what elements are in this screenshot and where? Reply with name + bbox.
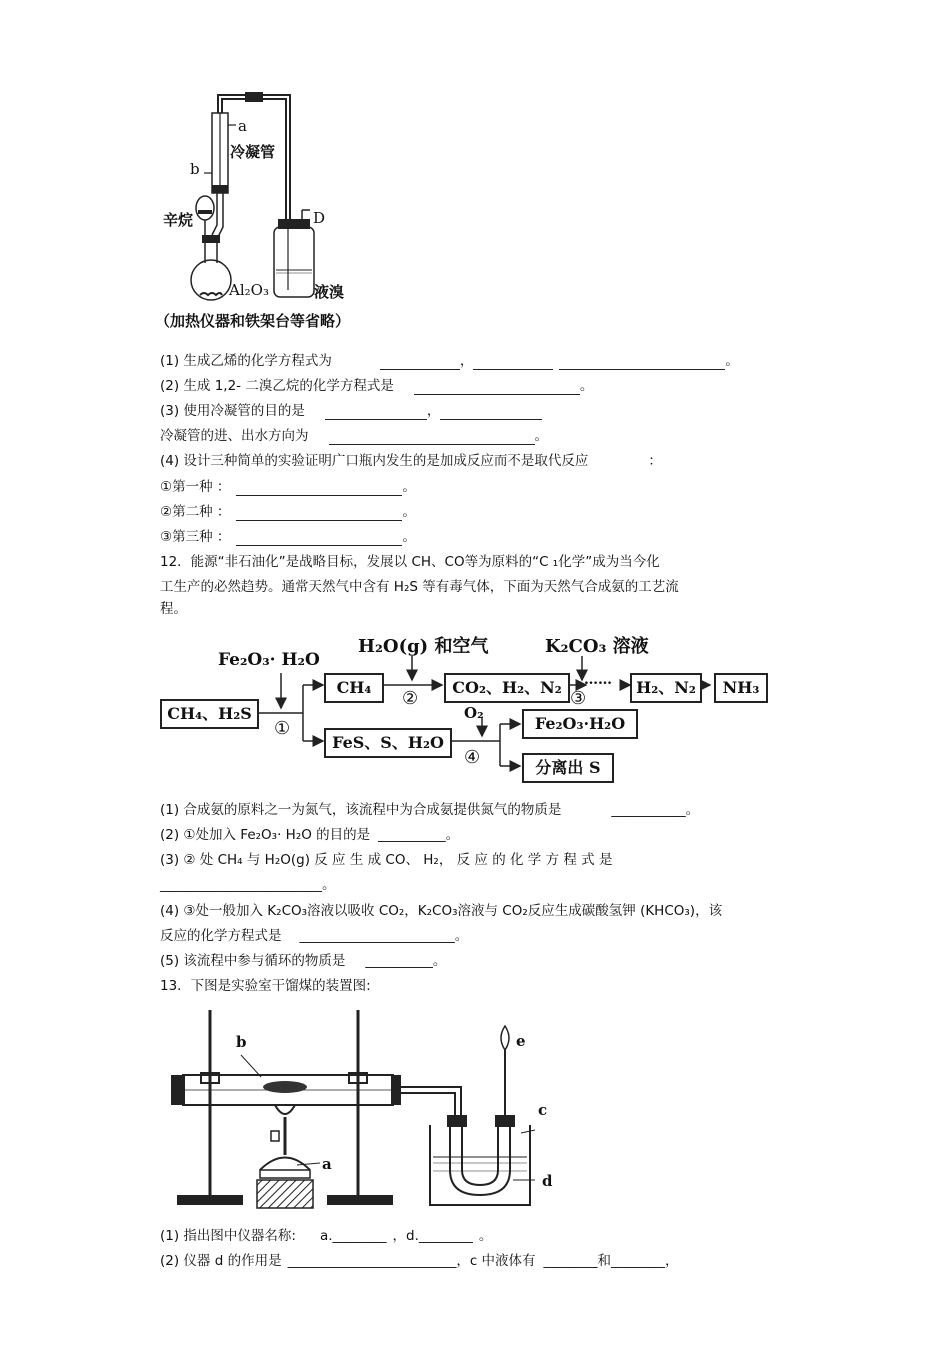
q11-method3: ③第三种 ： 。 — [160, 529, 416, 545]
label-d-beaker: d — [542, 1172, 553, 1190]
q11-part3b: 冷凝管的进、出水方向为 。 — [160, 428, 548, 444]
q12-intro-1: 12．能源“非石油化”是战略目标，发展以 CH、CO等为原料的“C ₁化学”成为当今化 — [160, 554, 660, 570]
q12-a1: (1) 合成氨的原料之一为氮气，该流程中为合成氨提供氮气的物质是 ___________。 — [160, 802, 700, 818]
q11-part2: (2) 生成 1,2- 二溴乙烷的化学方程式是 。 — [160, 378, 594, 394]
label-condenser: 冷凝管 — [230, 143, 276, 161]
q12-a5: (5) 该流程中参与循环的物质是 __________。 — [160, 953, 447, 969]
box-ch4-h2s: CH₄、H₂S — [160, 699, 259, 729]
figure-caption: （加热仪器和铁架台等省略） — [155, 312, 351, 330]
label-b: b — [190, 160, 200, 178]
q12-a4: (4) ③处一般加入 K₂CO₃溶液以吸收 CO₂，K₂CO₃溶液与 CO₂反应生成碳酸氢钾 (KHCO₃)，该 — [160, 903, 723, 919]
step-1: ① — [274, 718, 291, 739]
box-nh3: NH₃ — [714, 673, 768, 703]
dots: …… — [584, 672, 612, 688]
box-fe2o3-out: Fe₂O₃·H₂O — [522, 709, 638, 739]
q12-a4b: 反应的化学方程式是 _______________________。 — [160, 928, 469, 944]
bromination-apparatus-figure — [150, 85, 400, 310]
fe-reagent-label: Fe₂O₃· H₂O — [218, 650, 320, 670]
q11-method1: ①第一种 ： 。 — [160, 479, 416, 495]
q11-part4: (4) 设计三种简单的实验证明广口瓶内发生的是加成反应而不是取代反应 ： — [160, 453, 662, 469]
label-c-utube: c — [538, 1101, 548, 1119]
label-a-burner: a — [322, 1155, 332, 1173]
k2co3-label: K₂CO₃ 溶液 — [545, 636, 649, 657]
label-e-flame: e — [516, 1032, 526, 1050]
box-separate-s: 分离出 S — [522, 753, 614, 783]
q12-intro-2: 工生产的必然趋势。通常天然气中含有 H₂S 等有毒气体，下面为天然气合成氨的工艺流 — [160, 579, 679, 595]
box-ch4: CH₄ — [324, 673, 384, 703]
box-h2-n2: H₂、N₂ — [630, 673, 702, 703]
label-al2o3: Al₂O₃ — [229, 281, 269, 299]
q11-part1: (1) 生成乙烯的化学方程式为 ， 。 — [160, 353, 739, 369]
label-a: a — [238, 117, 247, 135]
q11-part3: (3) 使用冷凝管的目的是 ， — [160, 402, 542, 420]
label-bromine: 液溴 — [314, 283, 345, 301]
q12-a3: (3) ② 处 CH₄ 与 H₂O(g) 反 应 生 成 CO、 H₂， 反 应 的 化 学 方 程 式 是 — [160, 852, 613, 868]
q12-a3-blank: ________________________。 — [160, 877, 336, 893]
water-air-label: H₂O(g) 和空气 — [358, 636, 489, 657]
o2-label: O₂ — [464, 704, 484, 722]
label-octane: 辛烷 — [163, 211, 194, 229]
q12-a2: (2) ①处加入 Fe₂O₃· H₂O 的目的是 __________。 — [160, 827, 460, 843]
step-4: ④ — [464, 747, 481, 768]
q13-s1: (1) 指出图中仪器名称: a.________ ，d.________ 。 — [160, 1228, 493, 1244]
q13-title: 13．下图是实验室干馏煤的装置图: — [160, 978, 371, 994]
label-b-tube: b — [236, 1033, 247, 1051]
q12-intro-3: 程。 — [160, 601, 187, 617]
step-3: ③ — [570, 688, 587, 709]
q13-s2: (2) 仪器 d 的作用是 _________________________，c 中液体有 ________和________， — [160, 1253, 679, 1269]
step-2: ② — [402, 688, 419, 709]
box-gas-mix: CO₂、H₂、N₂ — [444, 673, 570, 703]
q11-method2: ②第二种 ： 。 — [160, 504, 416, 520]
label-D: D — [313, 209, 326, 227]
box-fes: FeS、S、H₂O — [324, 728, 452, 758]
